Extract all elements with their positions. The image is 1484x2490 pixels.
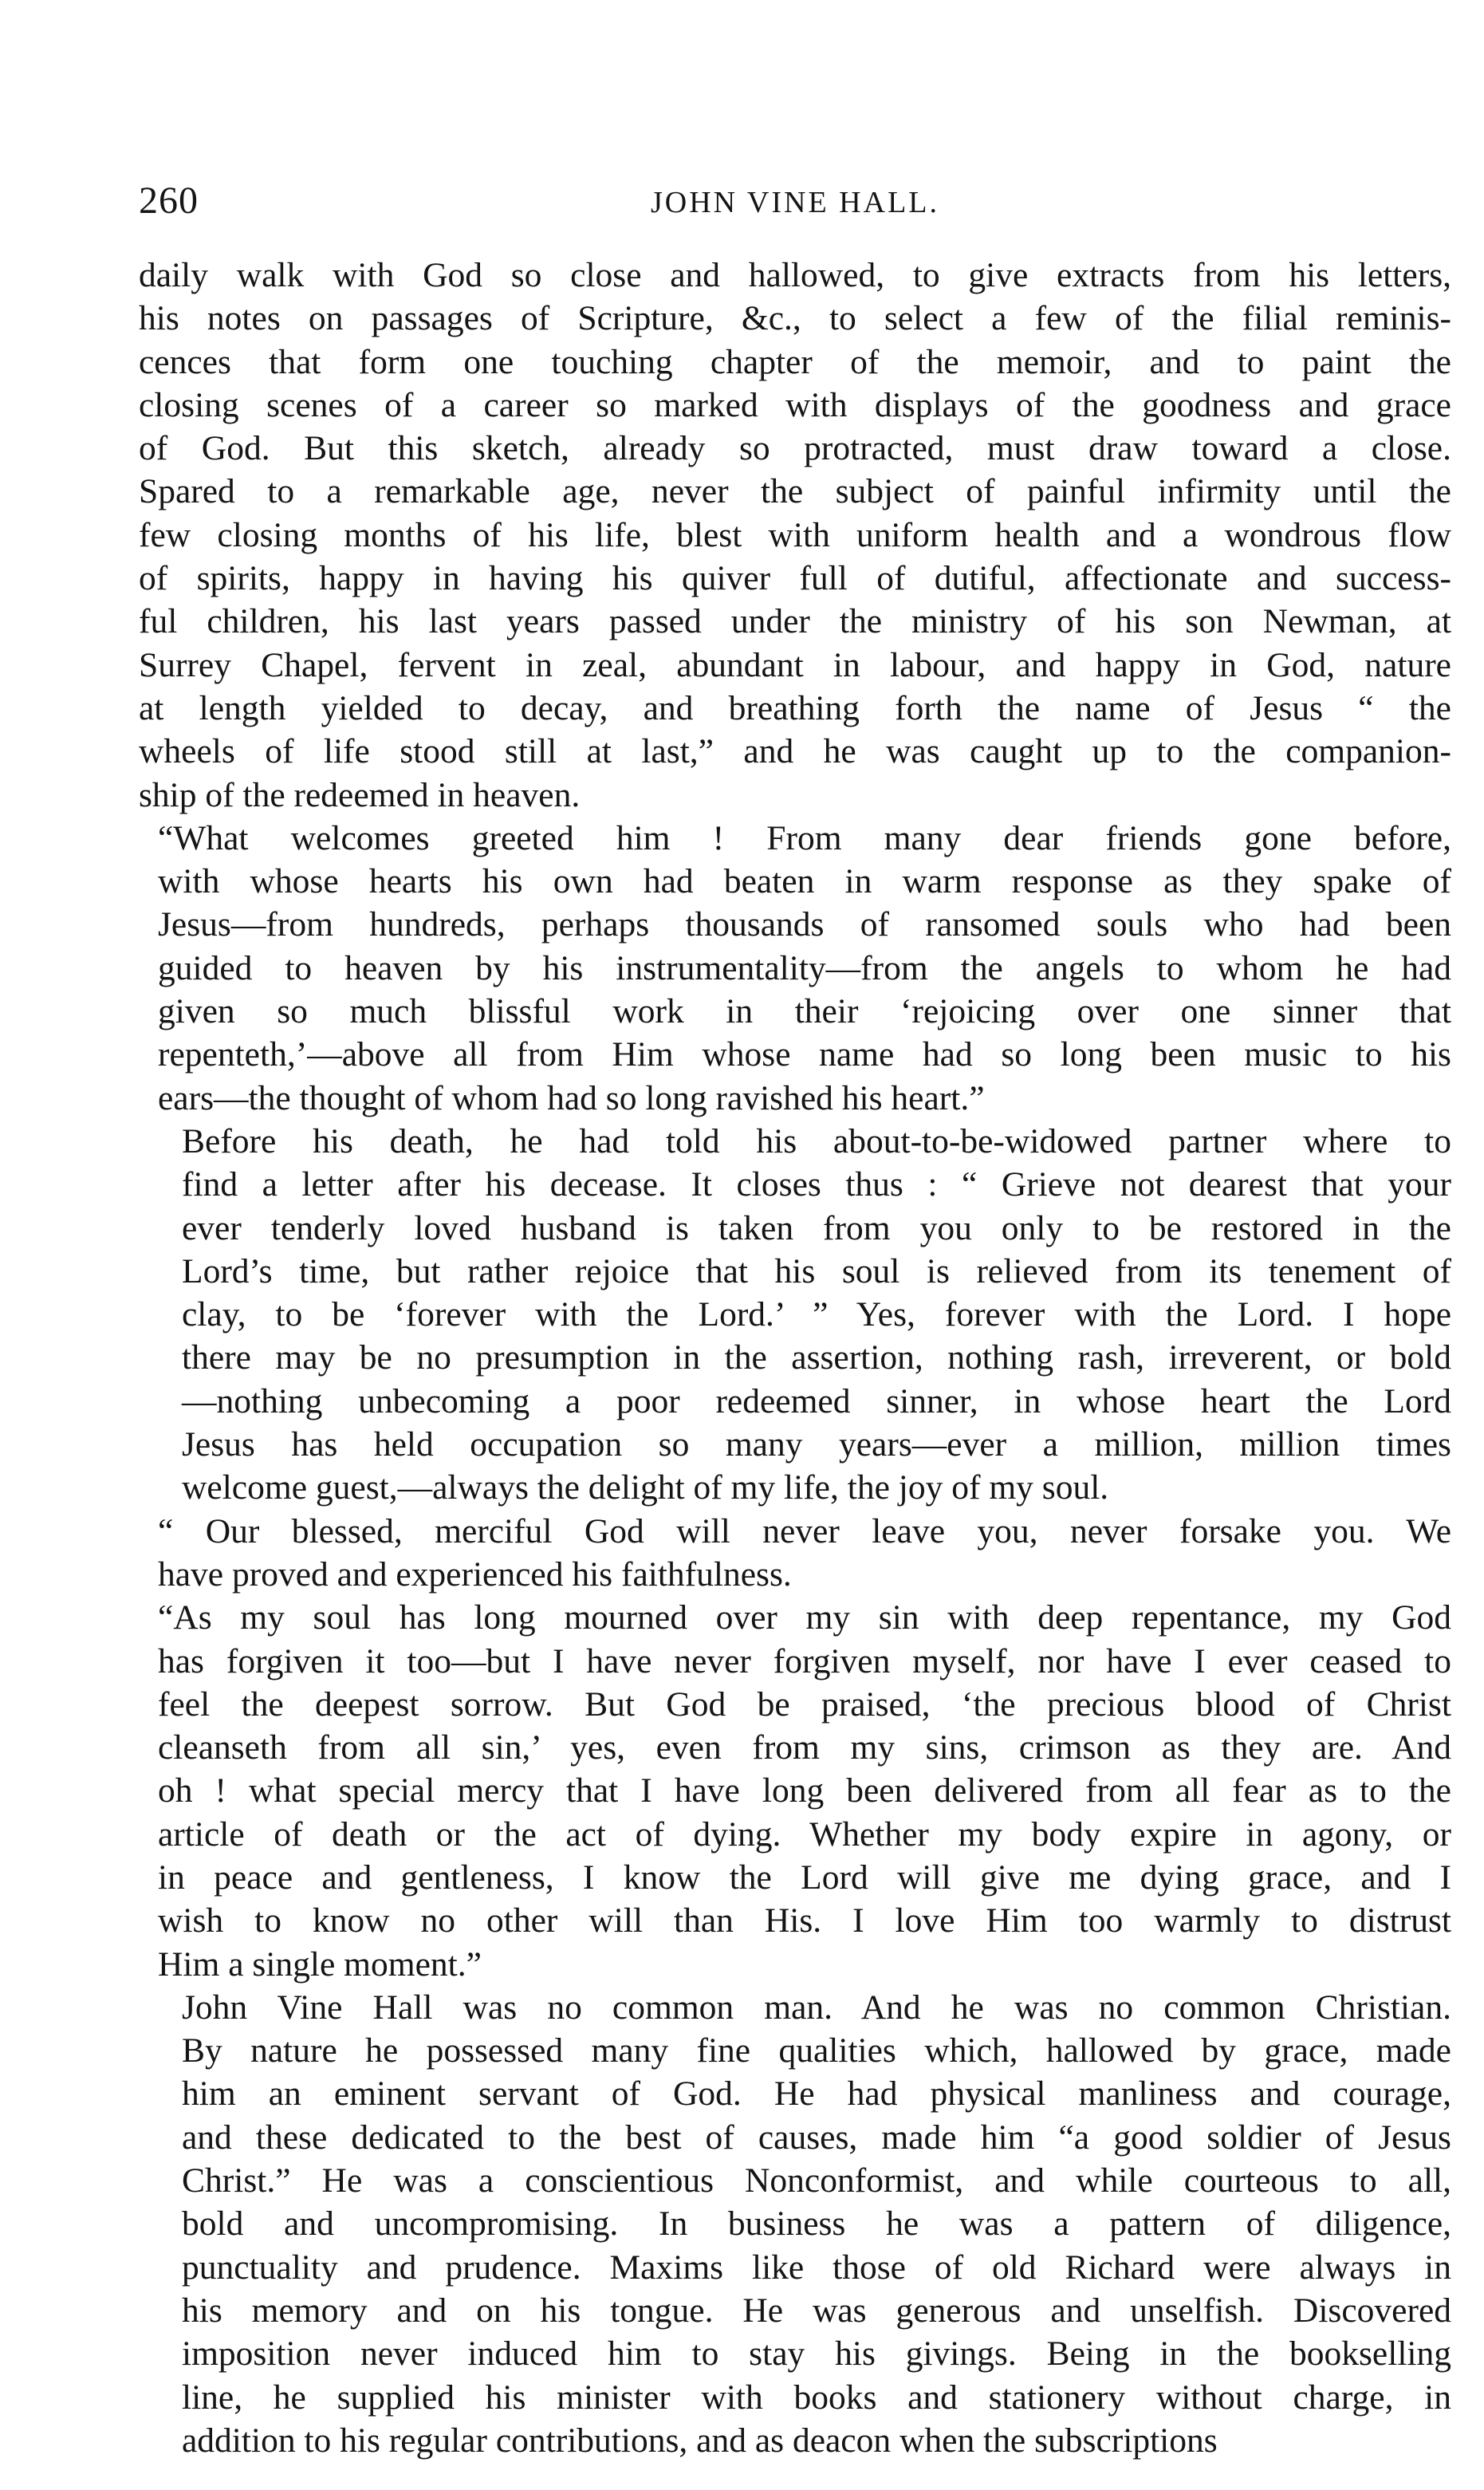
text-line: By nature he possessed many fine qualities which, hallowed by grace, made: [182, 2031, 1451, 2070]
text-line: —nothing unbecoming a poor redeemed sinner, in whose heart the Lord: [182, 1381, 1451, 1420]
text-line: clay, to be ‘forever with the Lord.’ ” Yes, forever with the Lord. I hope: [182, 1295, 1451, 1334]
text-line: there may be no presumption in the assertion, nothing rash, irreverent, or bold: [182, 1338, 1451, 1377]
text-line: guided to heaven by his instrumentality—from the angels to whom he had: [158, 948, 1451, 987]
text-line: line, he supplied his minister with books and stationery without charge, in: [182, 2378, 1451, 2417]
running-title: JOHN VINE HALL.: [651, 186, 939, 219]
text-line: bold and uncompromising. In business he was a pattern of diligence,: [182, 2204, 1451, 2244]
text-line: repenteth,’—above all from Him whose name had so long been music to his: [158, 1035, 1451, 1074]
text-line: “What welcomes greeted him ! From many dear friends gone before,: [158, 818, 1451, 857]
text-line: of spirits, happy in having his quiver full of dutiful, affectionate and success-: [139, 559, 1451, 598]
text-line: find a letter after his decease. It closes thus : “ Grieve not dearest that your: [182, 1165, 1451, 1204]
text-line: and these dedicated to the best of causes, made him “a good soldier of Jesus: [182, 2118, 1451, 2157]
paragraph: [139, 1986, 1451, 2462]
text-line: feel the deepest sorrow. But God be praised, ‘the precious blood of Christ: [158, 1684, 1451, 1724]
paragraph: [139, 1120, 1451, 1510]
text-line: given so much blissful work in their ‘rejoicing over one sinner that: [158, 992, 1451, 1031]
text-line: at length yielded to decay, and breathing forth the name of Jesus “ the: [139, 688, 1451, 727]
text-line: has forgiven it too—but I have never forgiven myself, nor have I ever ceased to: [158, 1641, 1451, 1680]
text-line: wish to know no other will than His. I love Him too warmly to distrust: [158, 1901, 1451, 1940]
text-line: John Vine Hall was no common man. And he was no common Christian.: [182, 1988, 1451, 2027]
paragraph: [139, 1510, 1451, 1597]
text-line: oh ! what special mercy that I have long been delivered from all fear as to the: [158, 1771, 1451, 1810]
text-line: ful children, his last years passed under the ministry of his son Newman, at: [139, 602, 1451, 641]
page-number: 260: [139, 179, 199, 222]
text-line: ears—the thought of whom had so long ravished his heart.”: [158, 1078, 985, 1117]
text-line: wheels of life stood still at last,” and he was caught up to the companion-: [139, 732, 1451, 771]
text-line: his notes on passages of Scripture, &c., to select a few of the filial reminis-: [139, 299, 1451, 338]
text-line: addition to his regular contributions, and as deacon when the subscriptions: [182, 2421, 1218, 2460]
text-line: in peace and gentleness, I know the Lord will give me dying grace, and I: [158, 1858, 1451, 1897]
running-head: [139, 177, 1451, 225]
paragraph: [139, 254, 1451, 817]
text-line: article of death or the act of dying. Whether my body expire in agony, or: [158, 1814, 1451, 1854]
text-line: Him a single moment.”: [158, 1944, 482, 1984]
text-line: “ Our blessed, merciful God will never leave you, never forsake you. We: [158, 1511, 1451, 1550]
text-line: punctuality and prudence. Maxims like those of old Richard were always in: [182, 2248, 1451, 2287]
text-line: him an eminent servant of God. He had physical manliness and courage,: [182, 2074, 1451, 2114]
text-line: Before his death, he had told his about-to-be-widowed partner where to: [182, 1121, 1451, 1160]
text-line: Surrey Chapel, fervent in zeal, abundant in labour, and happy in God, nature: [139, 645, 1451, 684]
paragraph: [139, 1596, 1451, 1986]
text-line: Spared to a remarkable age, never the subject of painful infirmity until the: [139, 472, 1451, 511]
text-line: Jesus—from hundreds, perhaps thousands of ransomed souls who had been: [158, 905, 1451, 944]
text-line: ship of the redeemed in heaven.: [139, 775, 581, 814]
text-line: Lord’s time, but rather rejoice that his soul is relieved from its tenement of: [182, 1251, 1451, 1290]
text-line: welcome guest,—always the delight of my life, the joy of my soul.: [182, 1468, 1109, 1507]
text-line: “As my soul has long mourned over my sin with deep repentance, my God: [158, 1598, 1451, 1637]
text-line: cleanseth from all sin,’ yes, even from my sins, crimson as they are. And: [158, 1728, 1451, 1767]
text-line: daily walk with God so close and hallowed, to give extracts from his letters,: [139, 256, 1451, 294]
body-text: [139, 254, 1451, 2462]
text-line: cences that form one touching chapter of the memoir, and to paint the: [139, 342, 1451, 381]
text-line: ever tenderly loved husband is taken from you only to be restored in the: [182, 1208, 1451, 1247]
text-line: Christ.” He was a conscientious Nonconformist, and while courteous to all,: [182, 2161, 1451, 2200]
text-line: few closing months of his life, blest with uniform health and a wondrous flow: [139, 515, 1451, 554]
text-line: with whose hearts his own had beaten in warm response as they spake of: [158, 862, 1451, 901]
text-line: closing scenes of a career so marked with displays of the goodness and grace: [139, 385, 1451, 424]
text-line: Jesus has held occupation so many years—ever a million, million times: [182, 1425, 1451, 1464]
text-line: his memory and on his tongue. He was generous and unselfish. Discovered: [182, 2291, 1451, 2330]
text-line: have proved and experienced his faithfulness.: [158, 1554, 792, 1594]
paragraph: [139, 817, 1451, 1120]
text-line: of God. But this sketch, already so protracted, must draw toward a close.: [139, 429, 1451, 468]
text-line: imposition never induced him to stay his givings. Being in the bookselling: [182, 2334, 1451, 2374]
